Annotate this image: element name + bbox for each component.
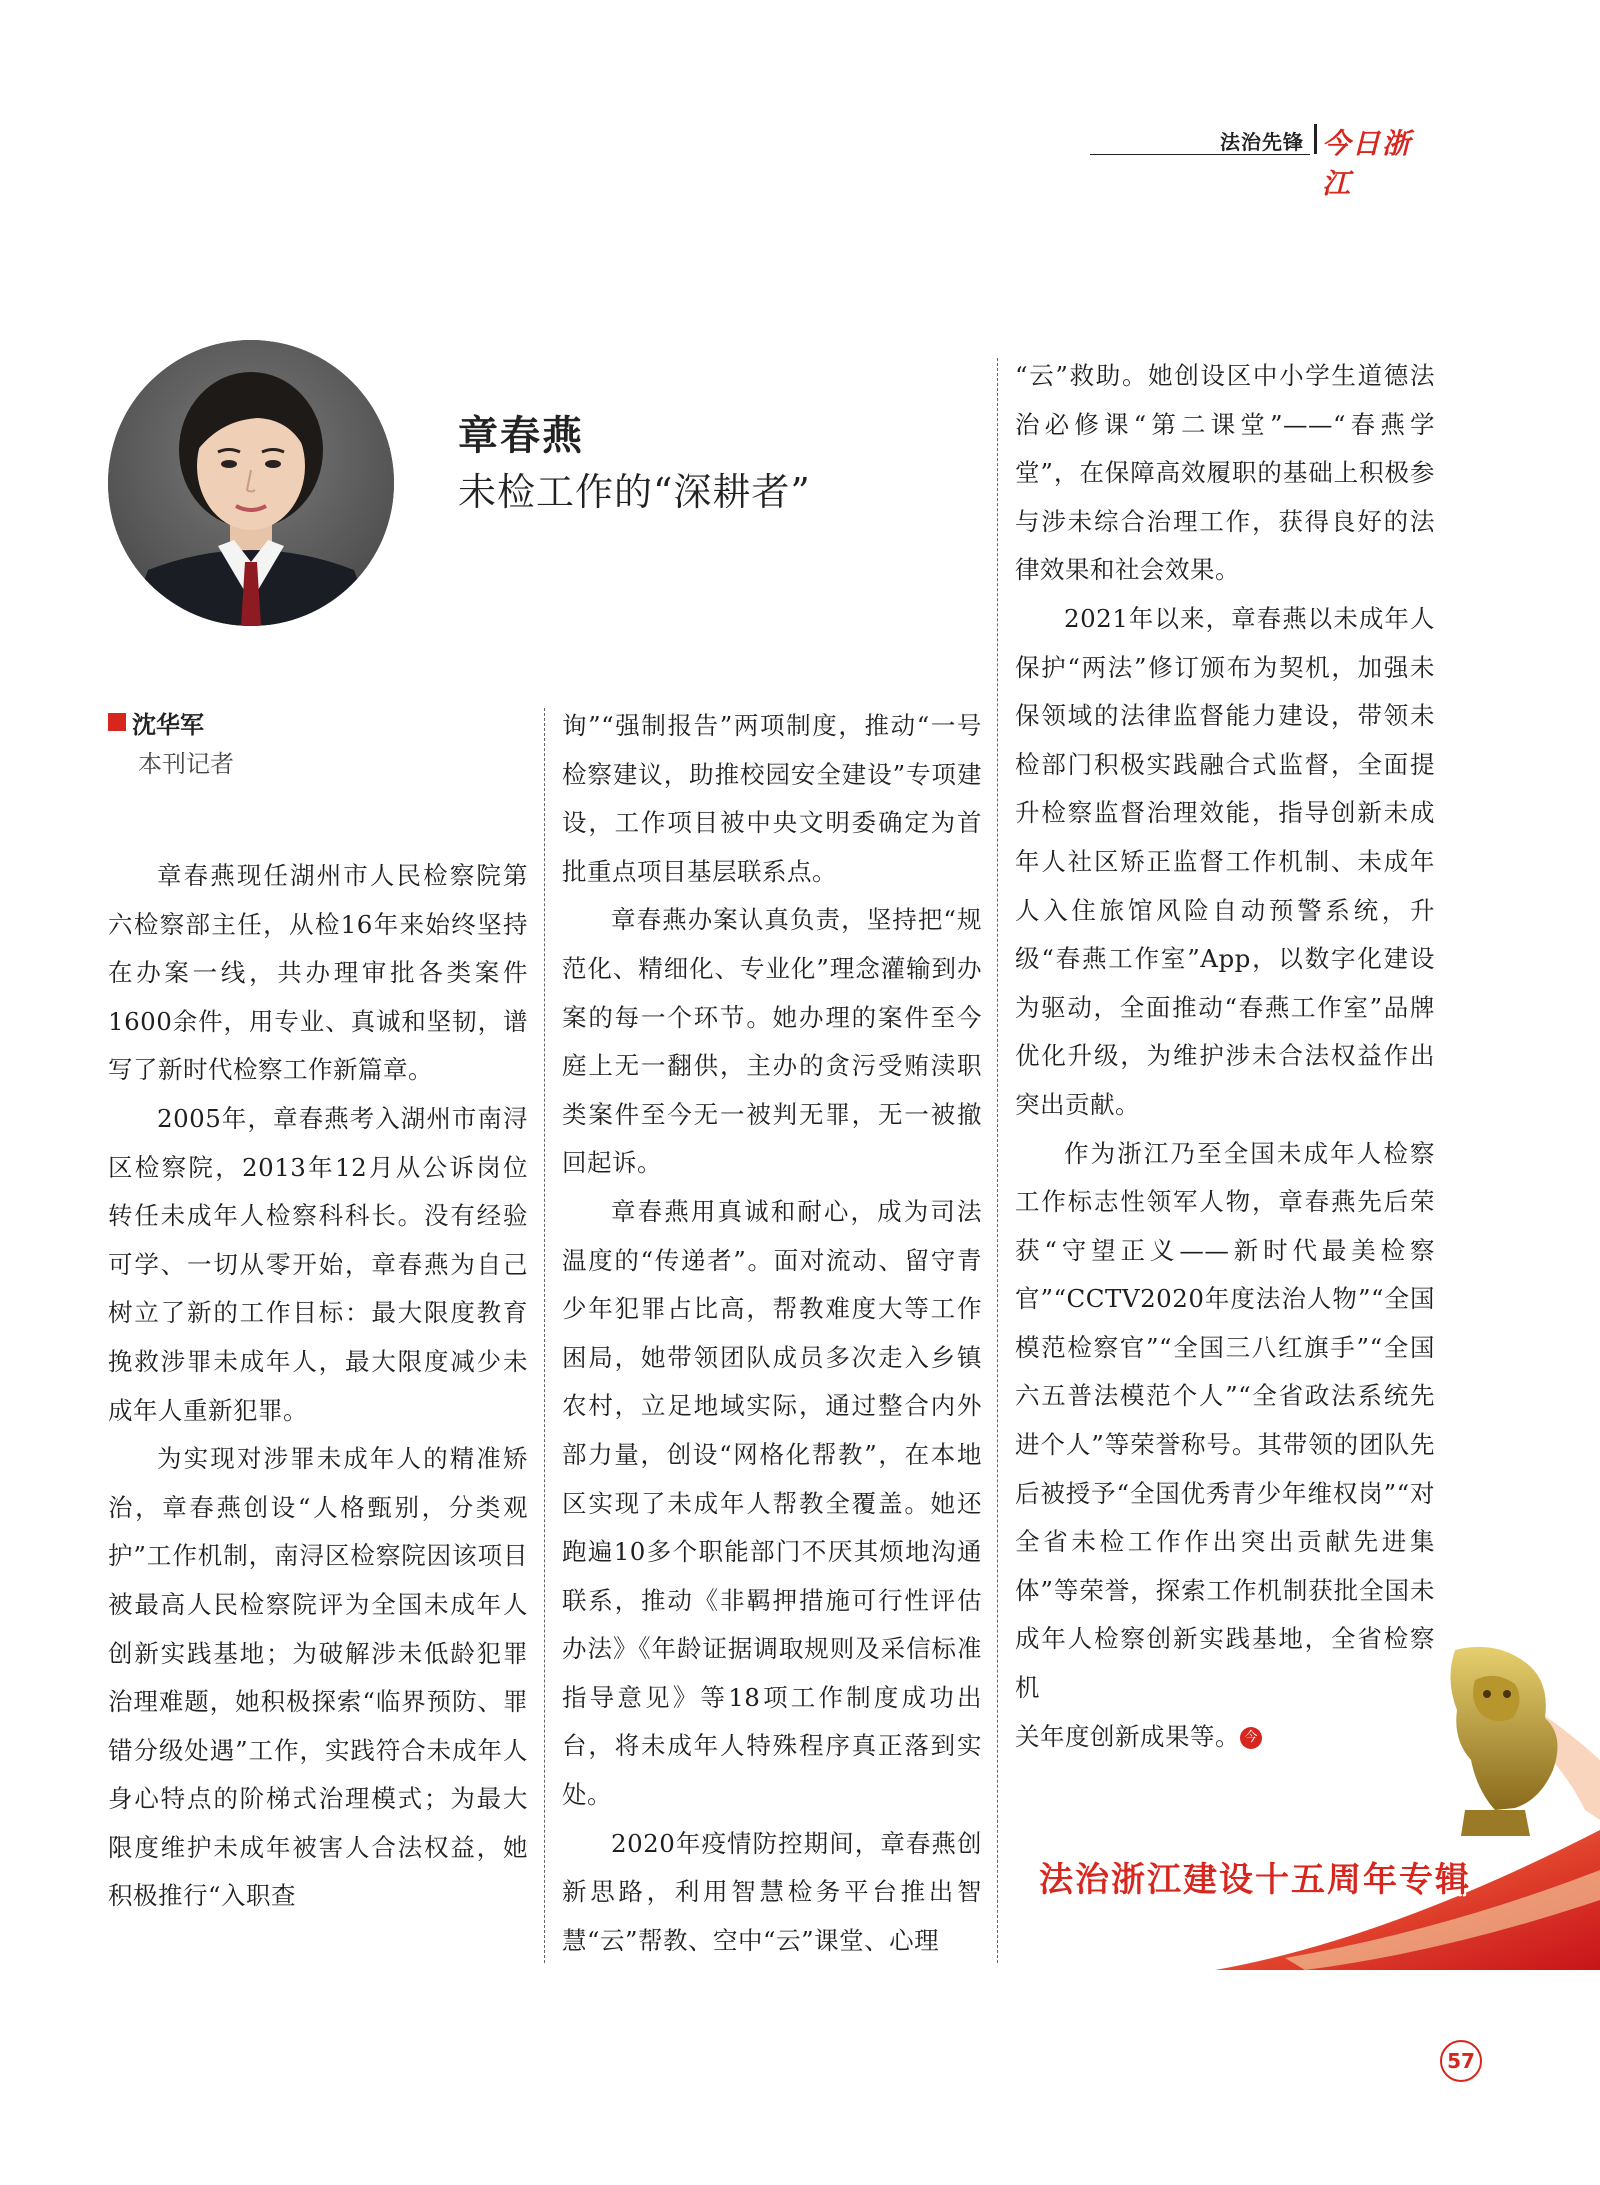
section-name: 法治先锋 <box>1220 130 1304 154</box>
paragraph: 为实现对涉罪未成年人的精准矫治，章春燕创设“人格甄别，分类观护”工作机制，南浔区检察院因该项目被最高人民检察院评为全国未成年人创新实践基地；为破解涉未低龄犯罪治理难题，她积极探索“临界预防、罪错分级处遇”工作，实践符合未成年人身心特点的阶梯式治理模式；为最大限度维护未成年被害人合法权益，她积极推行“入职查 <box>108 1444 528 1911</box>
end-mark-icon: 今 <box>1240 1727 1262 1749</box>
author-byline <box>108 702 234 786</box>
paragraph: 章春燕用真诚和耐心，成为司法温度的“传递者”。面对流动、留守青少年犯罪占比高，帮教难度大等工作困局，她带领团队成员多次走入乡镇农村，立足地域实际，通过整合内外部力量，创设“网格化帮教”，在本地区实现了未成年人帮教全覆盖。她还跑遍10多个职能部门不厌其烦地沟通联系，推动《非羁押措施可行性评估办法》《年龄证据调取规则及采信标准指导意见》等18项工作制度成功出台，将未成年人特殊程序真正落到实处。 <box>562 1196 982 1810</box>
paragraph: 2021年以来，章春燕以未成年人保护“两法”修订颁布为契机，加强未保领域的法律监督能力建设，带领未检部门积极实践融合式监督，全面提升检察监督治理效能，指导创新未成年人社区矫正监督工作机制、未成年人入住旅馆风险自动预警系统，升级“春燕工作室”App，以数字化建设为驱动，全面推动“春燕工作室”品牌优化升级，为维护涉未合法权益作出突出贡献。 <box>1015 603 1435 1119</box>
article-column-3 <box>1015 352 1435 1761</box>
page-number: 57 <box>1440 2040 1482 2082</box>
column-divider <box>997 358 998 1963</box>
portrait-photo <box>108 340 394 626</box>
brand-logo: 今日浙江 <box>1322 127 1413 200</box>
paragraph: 章春燕办案认真负责，坚持把“规范化、精细化、专业化”理念灌输到办案的每一个环节。她办理的案件至今庭上无一翻供，主办的贪污受贿渎职类案件至今无一被判无罪，无一被撤回起诉。 <box>562 905 982 1178</box>
author-name: 沈华军 <box>132 710 204 739</box>
paragraph: 2020年疫情防控期间，章春燕创新思路，利用智慧检务平台推出智慧“云”帮教、空中“云”课堂、心理 <box>562 1828 982 1955</box>
article-column-1 <box>108 852 528 1921</box>
author-marker <box>108 713 126 731</box>
article-column-2 <box>562 702 982 1965</box>
paragraph: 章春燕现任湖州市人民检察院第六检察部主任，从检16年来始终坚持在办案一线，共办理审批各类案件1600余件，用专业、真诚和坚韧，谱写了新时代检察工作新篇章。 <box>108 861 528 1085</box>
article-name: 章春燕 <box>458 413 584 459</box>
author-role: 本刊记者 <box>138 750 234 778</box>
paragraph: 作为浙江乃至全国未成年人检察工作标志性领军人物，章春燕先后荣获“守望正义——新时代最美检察官”“CCTV2020年度法治人物”“全国模范检察官”“全国三八红旗手”“全国六五普法模范个人”“全省政法系统先进个人”等荣誉称号。其带领的团队先后被授予“全国优秀青少年维权岗”“对全省未检工作作出突出贡献先进集体”等荣誉，探索工作机制获批全国未成年人检察创新实践基地，全省检察机 <box>1015 1138 1435 1703</box>
article-title-block <box>458 410 811 522</box>
page-header <box>1090 120 1430 200</box>
lion-flag-illustration <box>1025 1640 1600 1970</box>
special-issue-banner <box>1025 1640 1600 1970</box>
article-subtitle: 未检工作的“深耕者” <box>458 470 811 514</box>
final-text: 关年度创新成果等。 <box>1015 1721 1240 1751</box>
column-divider <box>544 708 545 1963</box>
paragraph-continued: “云”救助。她创设区中小学生道德法治必修课“第二课堂”——“春燕学堂”，在保障高效履职的基础上积极参与涉未综合治理工作，获得良好的法律效果和社会效果。 <box>1015 361 1435 585</box>
banner-title: 法治浙江建设十五周年专辑 <box>1039 1860 1471 1900</box>
header-divider <box>1314 124 1317 154</box>
portrait-illustration <box>108 340 394 626</box>
paragraph-continued: 询”“强制报告”两项制度，推动“一号检察建议，助推校园安全建设”专项建设，工作项目被中央文明委确定为首批重点项目基层联系点。 <box>562 711 982 886</box>
paragraph: 2005年，章春燕考入湖州市南浔区检察院，2013年12月从公诉岗位转任未成年人检察科科长。没有经验可学、一切从零开始，章春燕为自己树立了新的工作目标：最大限度教育挽救涉罪未成年人，最大限度减少未成年人重新犯罪。 <box>108 1103 528 1425</box>
